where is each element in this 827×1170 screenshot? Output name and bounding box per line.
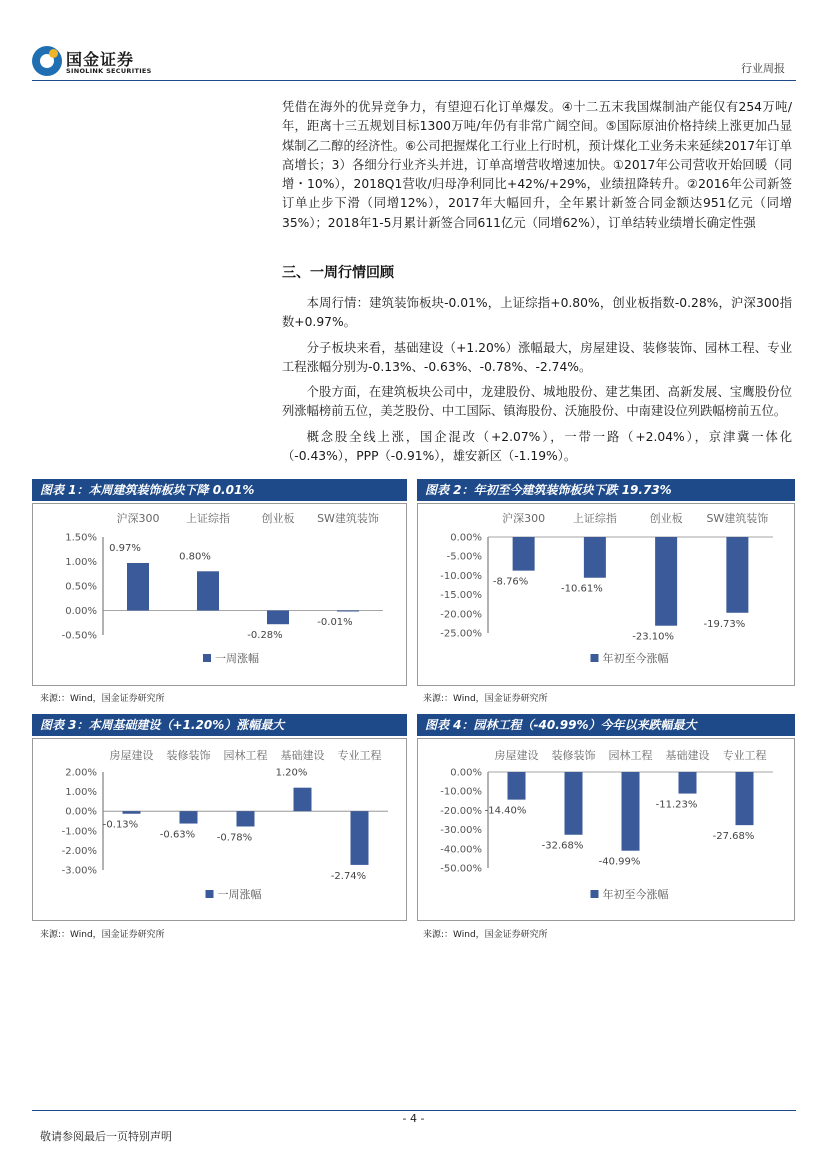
figure-1-chart bbox=[33, 504, 406, 685]
data-label: -32.68% bbox=[541, 840, 584, 852]
data-label: -0.13% bbox=[102, 819, 139, 831]
data-label: 0.80% bbox=[179, 551, 211, 563]
category-label: 沪深300 bbox=[502, 512, 546, 525]
category-label: 上证综指 bbox=[186, 512, 230, 525]
category-label: 房屋建设 bbox=[109, 749, 154, 762]
y-tick-label: -2.00% bbox=[61, 845, 97, 857]
bar bbox=[679, 772, 697, 794]
legend-label: 一周涨幅 bbox=[217, 888, 262, 901]
bar bbox=[294, 788, 312, 812]
data-label: -2.74% bbox=[330, 870, 367, 882]
data-label: -8.76% bbox=[492, 576, 529, 588]
figure-3-title: 图表 3：本周基础建设（+1.20%）涨幅最大 bbox=[32, 714, 407, 736]
bar bbox=[622, 772, 640, 851]
bar bbox=[508, 772, 526, 800]
data-label: 0.97% bbox=[109, 542, 141, 554]
figure-2-chart bbox=[418, 504, 794, 685]
figure-4-chart bbox=[418, 739, 794, 920]
company-logo-icon bbox=[32, 46, 62, 76]
legend-label: 一周涨幅 bbox=[215, 652, 259, 665]
y-tick-label: -3.00% bbox=[61, 865, 97, 877]
category-label: 创业板 bbox=[261, 512, 295, 525]
data-label: -40.99% bbox=[598, 856, 641, 868]
disclaimer-note: 敬请参阅最后一页特别声明 bbox=[40, 1130, 172, 1143]
category-label: 专业工程 bbox=[337, 749, 382, 762]
bar bbox=[237, 811, 255, 826]
y-tick-label: -20.00% bbox=[440, 609, 482, 621]
paragraph-3: 分子板块来看，基础建设（+1.20%）涨幅最大，房屋建设、装修装饰、园林工程、专业工程涨幅分别为-0.13%、-0.63%、-0.78%、-2.74%。 bbox=[282, 340, 792, 374]
footer-divider bbox=[32, 1110, 796, 1111]
bar bbox=[513, 537, 535, 571]
data-label: -27.68% bbox=[712, 831, 755, 843]
y-tick-label: 2.00% bbox=[65, 767, 97, 779]
y-tick-label: 0.00% bbox=[65, 606, 97, 617]
logo-english-name: SINOLINK SECURITIES bbox=[66, 67, 152, 75]
data-label: 1.20% bbox=[275, 767, 308, 779]
bar bbox=[127, 563, 149, 611]
data-label: -10.61% bbox=[561, 583, 603, 595]
bar bbox=[123, 811, 141, 814]
y-tick-label: -25.00% bbox=[440, 628, 482, 640]
legend-swatch bbox=[206, 890, 214, 898]
category-label: 上证综指 bbox=[572, 512, 617, 525]
page-header bbox=[0, 0, 827, 86]
figure-1-title: 图表 1：本周建筑装饰板块下降 0.01% bbox=[32, 479, 407, 501]
market-review-text bbox=[282, 294, 792, 466]
data-label: -19.73% bbox=[703, 618, 746, 630]
figure-2-title: 图表 2：年初至今建筑装饰板块下跌 19.73% bbox=[417, 479, 795, 501]
y-tick-label: -20.00% bbox=[440, 805, 482, 817]
bar bbox=[584, 537, 606, 578]
figure-3-source: 来源:：Wind，国金证券研究所 bbox=[40, 930, 165, 940]
legend-swatch bbox=[591, 654, 599, 662]
legend-label: 年初至今涨幅 bbox=[602, 888, 669, 901]
data-label: -0.28% bbox=[247, 630, 283, 642]
paragraph-1: 凭借在海外的优异竞争力，有望迎石化订单爆发。④十二五末我国煤制油产能仅有254万吨/年，距离十三五规划目标1300万吨/年仍有非常广阔空间。⑤国际原油价格持续上涨更加凸显煤制乙二醇的经济性。⑥公司把握煤化工行业上行时机，预计煤化工业务未来延续2017年订单高增长；3）各细分行业齐头并进，订单高增营收增速加快。①2017年公司营收开始回暖（同增・10%），2018Q1营收/归母净利同比+42%/+29%，业绩扭降转升。②2016年公司新签订单止步下滑（同增12%），2017年大幅回升，全年累计新签合同金额达951亿元（同增35%）；2018年1-5月累计新签合同611亿元（同增62%），订单结转业绩增长确定性强 bbox=[282, 100, 792, 230]
figure-3-chart bbox=[33, 739, 406, 920]
data-label: -11.23% bbox=[655, 799, 698, 811]
category-label: 园林工程 bbox=[223, 749, 268, 762]
category-label: 专业工程 bbox=[722, 749, 767, 762]
bar bbox=[726, 537, 748, 613]
category-label: SW建筑装饰 bbox=[706, 512, 769, 525]
category-label: SW建筑装饰 bbox=[317, 512, 379, 525]
section-title: 三、一周行情回顾 bbox=[282, 265, 394, 281]
bar bbox=[337, 611, 359, 612]
data-label: -23.10% bbox=[632, 631, 674, 643]
y-tick-label: 1.00% bbox=[65, 787, 97, 799]
y-tick-label: 0.50% bbox=[65, 581, 97, 593]
header-divider bbox=[32, 80, 796, 81]
figure-4-source: 来源:：Wind，国金证券研究所 bbox=[423, 930, 548, 940]
bar bbox=[267, 611, 289, 625]
bar bbox=[197, 571, 219, 610]
category-label: 基础建设 bbox=[665, 749, 710, 762]
y-tick-label: 0.00% bbox=[450, 767, 482, 779]
bar bbox=[180, 811, 198, 823]
y-tick-label: -50.00% bbox=[440, 863, 482, 875]
y-tick-label: -0.50% bbox=[61, 630, 97, 642]
figure-4-frame bbox=[417, 738, 795, 921]
category-label: 房屋建设 bbox=[494, 749, 539, 762]
figure-3-frame bbox=[32, 738, 407, 921]
paragraph-4: 个股方面，在建筑板块公司中，龙建股份、城地股份、建艺集团、高新发展、宝鹰股份位列涨幅榜前五位，美芝股份、中工国际、镇海股份、沃施股份、中南建设位列跌幅榜前五位。 bbox=[282, 385, 792, 419]
data-label: -0.78% bbox=[216, 832, 253, 844]
y-tick-label: 1.50% bbox=[65, 532, 97, 544]
paragraph-5: 概念股全线上涨，国企混改（+2.07%），一带一路（+2.04%），京津冀一体化（-0.43%），PPP（-0.91%），雄安新区（-1.19%）。 bbox=[282, 429, 792, 464]
legend-swatch bbox=[591, 890, 599, 898]
category-label: 创业板 bbox=[649, 512, 683, 525]
y-tick-label: 0.00% bbox=[65, 806, 97, 818]
category-label: 园林工程 bbox=[608, 749, 653, 762]
category-label: 装修装饰 bbox=[166, 749, 211, 762]
category-label: 基础建设 bbox=[280, 749, 325, 762]
legend-label: 年初至今涨幅 bbox=[602, 652, 669, 665]
y-tick-label: -1.00% bbox=[61, 826, 97, 838]
y-tick-label: -30.00% bbox=[440, 825, 482, 837]
y-tick-label: -15.00% bbox=[440, 590, 482, 602]
y-tick-label: -40.00% bbox=[440, 844, 482, 856]
bar bbox=[351, 811, 369, 865]
y-tick-label: 1.00% bbox=[65, 557, 97, 568]
data-label: -0.01% bbox=[317, 616, 353, 628]
figure-4-title: 图表 4：园林工程（-40.99%）今年以来跌幅最大 bbox=[417, 714, 795, 736]
bar bbox=[736, 772, 754, 825]
data-label: -14.40% bbox=[484, 805, 527, 817]
legend-swatch bbox=[203, 654, 211, 662]
data-label: -0.63% bbox=[159, 829, 196, 841]
y-tick-label: -5.00% bbox=[446, 551, 482, 563]
page-number: - 4 - bbox=[402, 1112, 425, 1125]
bar bbox=[565, 772, 583, 835]
paragraph-2: 本周行情：建筑装饰板块-0.01%，上证综指+0.80%，创业板指数-0.28%，沪深300指数+0.97%。 bbox=[282, 296, 792, 330]
figure-1-frame bbox=[32, 503, 407, 686]
y-tick-label: -10.00% bbox=[440, 786, 482, 798]
figure-2-source: 来源:：Wind，国金证券研究所 bbox=[423, 694, 548, 704]
logo-chinese-name: 国金证券 bbox=[66, 50, 135, 69]
figure-1-source: 来源:：Wind，国金证券研究所 bbox=[40, 694, 165, 704]
bar bbox=[655, 537, 677, 626]
category-label: 沪深300 bbox=[116, 512, 160, 525]
category-label: 装修装饰 bbox=[551, 749, 596, 762]
paragraph-continuation bbox=[282, 98, 792, 233]
y-tick-label: -10.00% bbox=[440, 570, 482, 582]
figure-2-frame bbox=[417, 503, 795, 686]
y-tick-label: 0.00% bbox=[450, 532, 482, 544]
document-type: 行业周报 bbox=[741, 62, 785, 75]
